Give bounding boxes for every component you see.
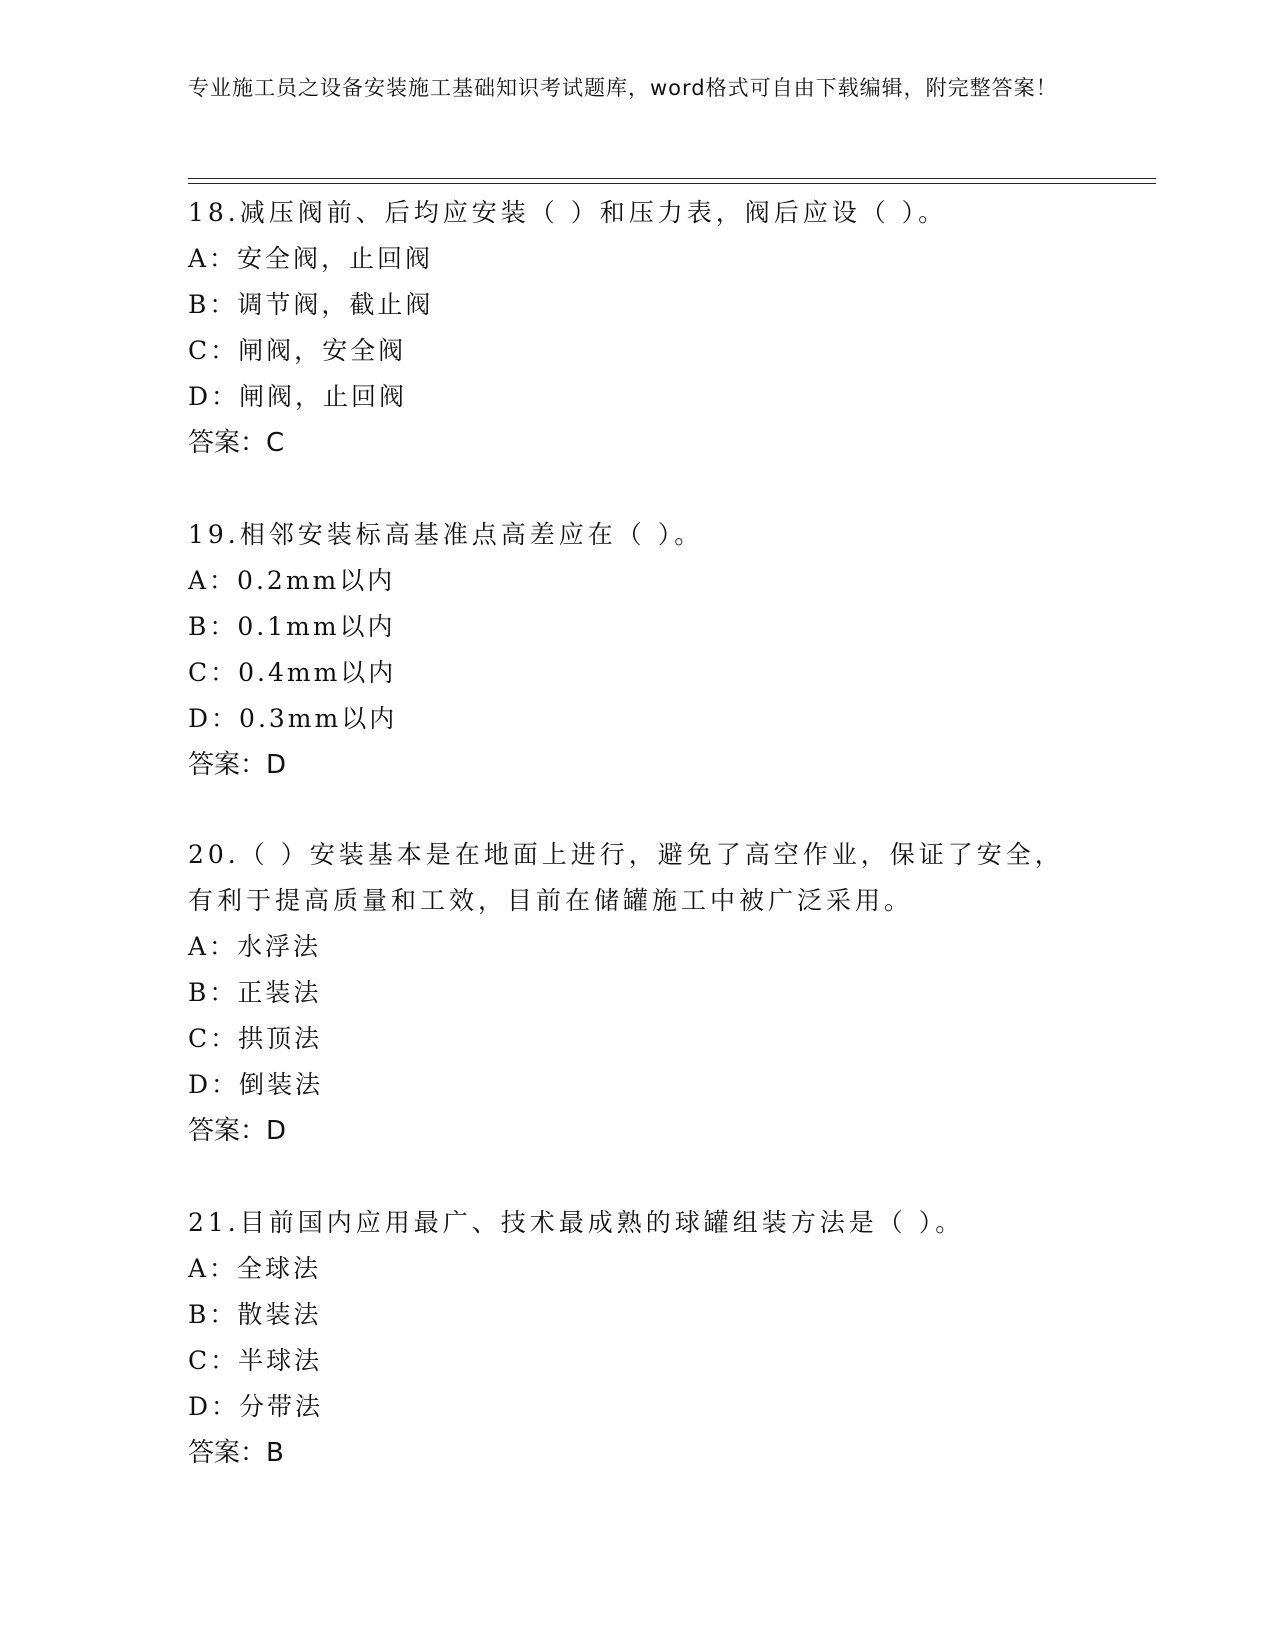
question-18 — [188, 190, 1088, 466]
answer: 答案：B — [188, 1438, 284, 1468]
header-divider-bottom — [188, 183, 1156, 184]
option-c: C：0.4mm以内 — [188, 658, 397, 687]
option-b: B：正装法 — [188, 978, 322, 1007]
option-c: C：拱顶法 — [188, 1024, 323, 1053]
answer: 答案：D — [188, 1116, 287, 1146]
option-a: A：安全阀，止回阀 — [188, 244, 434, 273]
option-c: C：闸阀，安全阀 — [188, 336, 407, 365]
option-a: A：全球法 — [188, 1254, 322, 1283]
option-c: C：半球法 — [188, 1346, 323, 1375]
option-b: B：0.1mm以内 — [188, 612, 396, 641]
option-d: D：分带法 — [188, 1392, 324, 1421]
answer: 答案：C — [188, 428, 285, 458]
option-a: A：0.2mm以内 — [188, 566, 396, 595]
question-stem: 18.减压阀前、后均应安装（ ）和压力表，阀后应设（ ）。 — [188, 198, 948, 227]
document-header: 专业施工员之设备安装施工基础知识考试题库，word格式可自由下载编辑，附完整答案！ — [188, 76, 1058, 100]
header-divider-top — [188, 178, 1156, 179]
option-b: B：散装法 — [188, 1300, 322, 1329]
question-stem: 21.目前国内应用最广、技术最成熟的球罐组装方法是（ ）。 — [188, 1208, 965, 1237]
question-19 — [188, 512, 1088, 788]
option-d: D：0.3mm以内 — [188, 704, 398, 733]
option-a: A：水浮法 — [188, 932, 322, 961]
option-d: D：倒装法 — [188, 1070, 324, 1099]
question-stem: 20.（ ）安装基本是在地面上进行，避免了高空作业，保证了安全，有利于提高质量和工效，目前在储罐施工中被广泛采用。 — [188, 840, 1064, 915]
question-stem: 19.相邻安装标高基准点高差应在（ ）。 — [188, 520, 704, 549]
question-21 — [188, 1200, 1088, 1476]
question-20 — [188, 832, 1088, 1154]
option-b: B：调节阀，截止阀 — [188, 290, 434, 319]
answer: 答案：D — [188, 750, 287, 780]
option-d: D：闸阀，止回阀 — [188, 382, 408, 411]
